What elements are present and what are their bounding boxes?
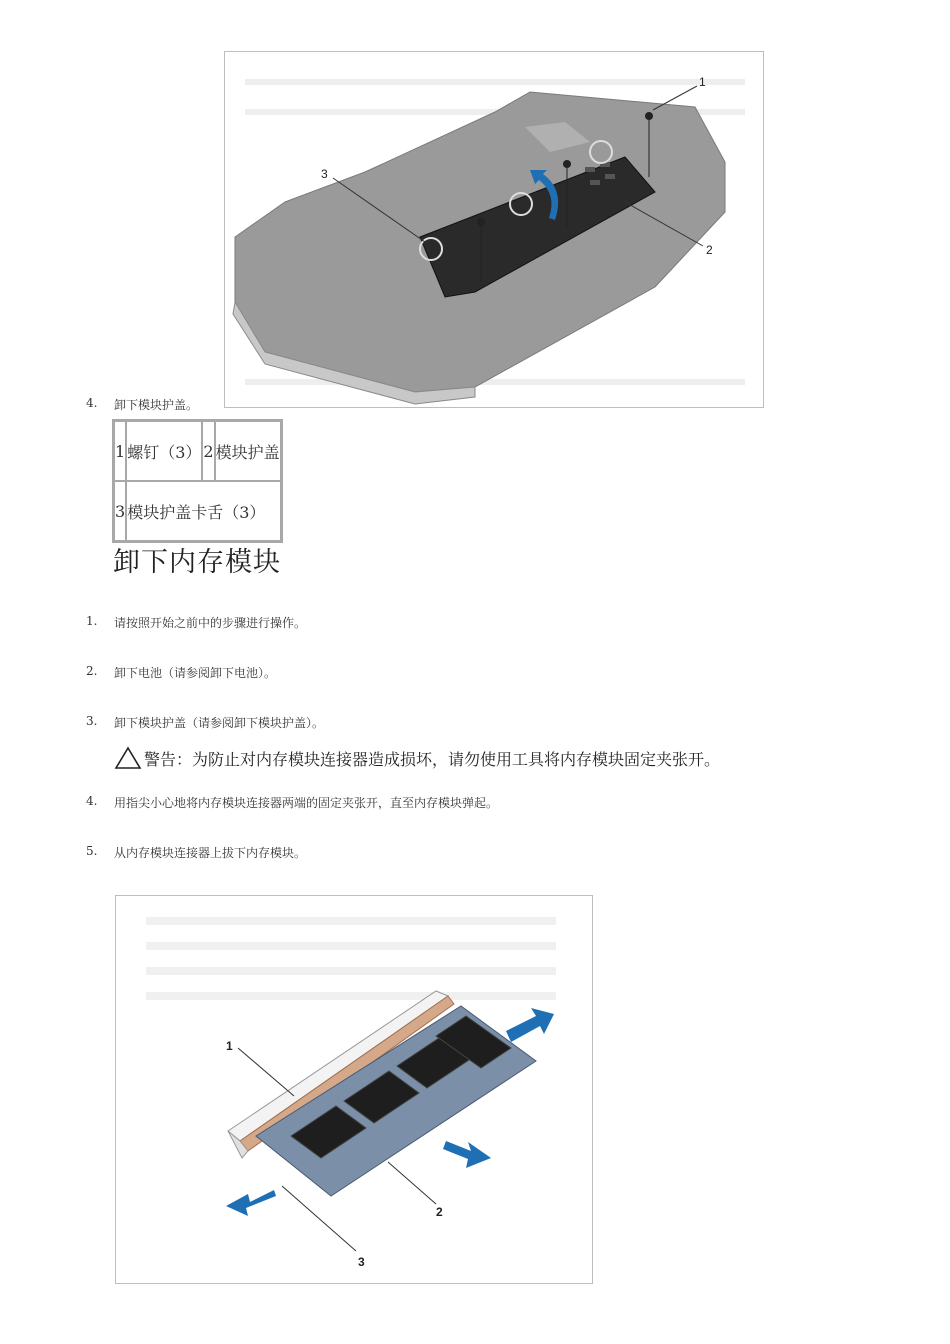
table-row	[114, 481, 281, 541]
step-number: 3.	[86, 714, 98, 728]
step-text: 请按照开始之前中的步骤进行操作。	[114, 616, 307, 630]
callout-label: 模块护盖卡舌（3）	[126, 481, 280, 541]
laptop-base-illustration	[225, 52, 763, 407]
step-text: 卸下模块护盖。	[114, 398, 199, 412]
step-text: 卸下模块护盖（请参阅卸下模块护盖）。	[114, 716, 325, 730]
release-arrow	[443, 1141, 491, 1168]
module-cover-figure	[224, 51, 764, 408]
warning-text: 警告：为防止对内存模块连接器造成损坏，请勿使用工具将内存模块固定夹张开。	[144, 749, 721, 769]
step-number: 1.	[86, 614, 98, 628]
step-number: 4.	[86, 396, 98, 410]
memory-module-figure	[115, 895, 593, 1284]
release-arrow	[226, 1190, 276, 1216]
step-number: 4.	[86, 794, 98, 808]
memory-module-illustration	[116, 896, 592, 1283]
step-number: 2.	[86, 664, 98, 678]
callout-number: 3	[114, 481, 126, 541]
section-title: 卸下内存模块	[113, 547, 281, 578]
release-arrow	[506, 1008, 554, 1042]
callout-2: 2	[706, 243, 713, 257]
callout-3: 3	[321, 167, 328, 181]
callout-2: 2	[436, 1205, 443, 1219]
callout-number: 1	[114, 421, 126, 481]
callout-table	[112, 419, 283, 543]
step-text: 卸下电池（请参阅卸下电池）。	[114, 666, 277, 680]
step-text: 用指尖小心地将内存模块连接器两端的固定夹张开，直至内存模块弹起。	[114, 796, 499, 810]
callout-number: 2	[202, 421, 214, 481]
callout-1: 1	[226, 1039, 233, 1053]
warning-note	[114, 746, 720, 770]
callout-3: 3	[358, 1255, 365, 1269]
table-row	[114, 421, 281, 481]
callout-label: 螺钉（3）	[126, 421, 202, 481]
warning-triangle-icon	[114, 746, 142, 770]
step-number: 5.	[86, 844, 98, 858]
step-text: 从内存模块连接器上拔下内存模块。	[114, 846, 307, 860]
callout-label: 模块护盖	[215, 421, 281, 481]
callout-1: 1	[699, 75, 706, 89]
